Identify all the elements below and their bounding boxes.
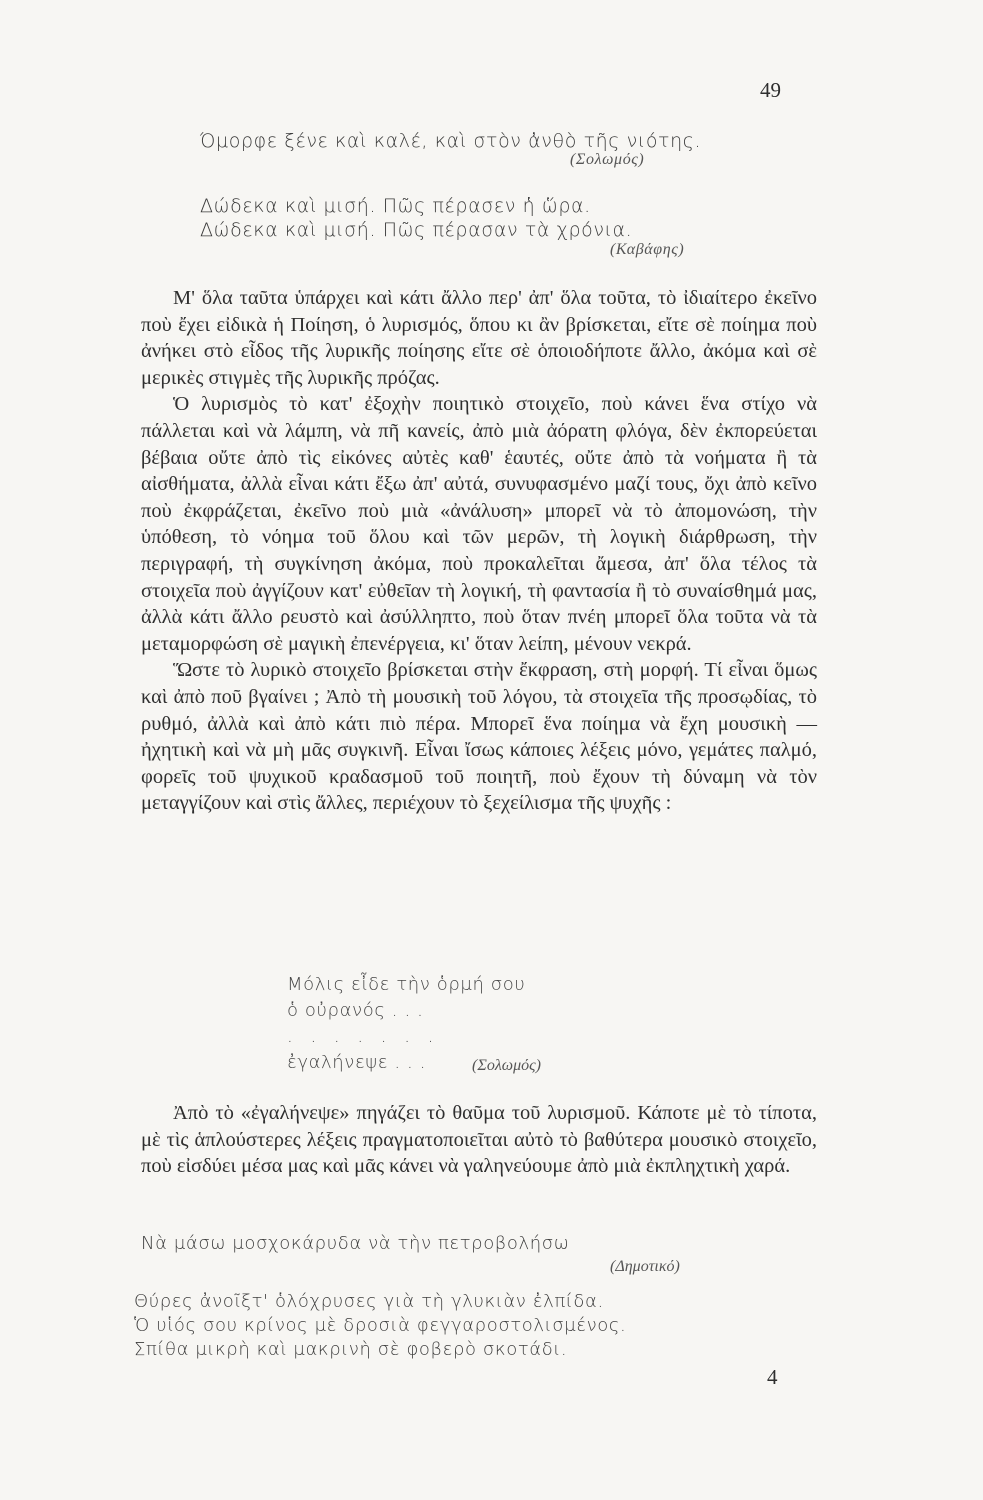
epigraph-attribution: (Καβάφης)	[610, 241, 685, 258]
epigraph-line: Όμορφε ξένε καὶ καλέ, καὶ στὸν ἀνθὸ τῆς νιότης.	[200, 130, 702, 152]
verse-line: Θύρες ἀνοῖξτ' ὁλόχρυσες γιὰ τὴ γλυκιὰν ἐλπίδα.	[134, 1291, 604, 1312]
poem-attribution: (Σολωμός)	[472, 1057, 541, 1074]
poem-line: ἐγαλήνεψε . . .	[287, 1052, 427, 1073]
paragraph: Ἀπὸ τὸ «ἐγαλήνεψε» πηγάζει τὸ θαῦμα τοῦ λυρισμοῦ. Κάποτε μὲ τὸ τίποτα, μὲ τὶς ἁπλούστερες λέξεις πραγματοποιεῖται αὐτὸ τὸ βαθύτερα μουσικὸ στοιχεῖο, ποὺ εἰσδύει μέσα μας καὶ μᾶς κάνει νὰ γαληνεύουμε ἀπὸ μιὰ ἐκπληχτικὴ χαρά.	[141, 1102, 817, 1178]
epigraph-attribution: (Σολωμός)	[570, 151, 645, 168]
signature-mark: 4	[767, 1365, 778, 1389]
epigraph-line: Δώδεκα καὶ μισή. Πῶς πέρασαν τὰ χρόνια.	[200, 219, 633, 241]
epigraph-solomos	[200, 128, 760, 169]
page-number: 49	[760, 78, 781, 102]
epigraph-kavafis	[200, 193, 760, 259]
poem-ellipsis-line: . . . . . . .	[287, 1026, 440, 1047]
paragraph: Μ' ὅλα ταῦτα ὑπάρχει καὶ κάτι ἄλλο περ' ἀπ' ὅλα τοῦτα, τὸ ἰδιαίτερο ἐκεῖνο ποὺ ἔχει εἰδικὰ ἡ Ποίηση, ὁ λυρισμός, ὅπου κι ἂν βρίσκεται, εἴτε σὲ ποίημα ποὺ ἀνήκει στὸ εἶδος τῆς λυρικῆς ποίησης εἴτε σὲ ὁποιοδήποτε ἄλλο, ἀκόμα καὶ σὲ μερικὲς στιγμὲς τῆς λυρικῆς πρόζας.	[141, 287, 817, 389]
body-text-main	[141, 285, 817, 817]
verse-line: Ὁ υἱός σου κρίνος μὲ δροσιὰ φεγγαροστολισμένος.	[134, 1315, 627, 1336]
paragraph: Ὥστε τὸ λυρικὸ στοιχεῖο βρίσκεται στὴν ἔκφραση, στὴ μορφή. Τί εἶναι ὅμως καὶ ἀπὸ ποῦ βγαίνει ; Ἀπὸ τὴ μουσικὴ τοῦ λόγου, τὰ στοιχεῖα τῆς προσῳδίας, τὸ ρυθμό, ἀλλὰ καὶ ἀπὸ κάτι πιὸ πέρα. Μπορεῖ ἕνα ποίημα νὰ ἔχη μουσικὴ — ἠχητικὴ καὶ νὰ μὴ μᾶς συγκινῆ. Εἶναι ἴσως κάποιες λέξεις μόνο, γεμάτες παλμό, φορεῖς τοῦ ψυχικοῦ κραδασμοῦ τοῦ ποιητῆ, ποὺ ἔχουν τὴ δύναμη νὰ τὸν μεταγγίζουν καὶ στὶς ἄλλες, περιέχουν τὸ ξεχείλισμα τῆς ψυχῆς :	[141, 659, 817, 815]
folk-song-attribution: (Δημοτικό)	[610, 1258, 680, 1275]
verse-quote-block	[134, 1290, 626, 1362]
paragraph: Ὁ λυρισμὸς τὸ κατ' ἐξοχὴν ποιητικὸ στοιχεῖο, ποὺ κάνει ἕνα στίχο νὰ πάλλεται καὶ νὰ λάμπη, νὰ πῆ κανείς, ἀπὸ μιὰ ἀόρατη φλόγα, δὲν ἐκπορεύεται βέβαια οὔτε ἀπὸ τὶς εἰκόνες αὐτὲς καθ' ἑαυτές, οὔτε ἀπὸ τὰ νοήματα ἢ τὰ αἰσθήματα, ἀλλὰ εἶναι κάτι ἔξω ἀπ' αὐτά, συνυφασμένο μαζί τους, ὄχι ἀπὸ κεῖνο ποὺ ἐκφράζεται, ἐκεῖνο ποὺ μιὰ «ἀνάλυση» μπορεῖ νὰ τὸ ἀπομονώση, τὴν ὑπόθεση, τὸ νόημα τοῦ ὅλου καὶ τῶν μερῶν, τὴ λογικὴ διάρθρωση, τὴν περιγραφή, τὴ συγκίνηση ἀκόμα, ποὺ προκαλεῖται ἄμεσα, ἀπ' ὅλα τέλος τὰ στοιχεῖα ποὺ ἀγγίζουν κατ' εὐθεῖαν τὴ λογική, τὴ φαντασία ἢ τὸ συναίσθημά μας, ἀλλὰ κάτι ἄλλο ρευστὸ καὶ ἀσύλληπτο, ποὺ ὅταν πνέη μπορεῖ ὅλα τοῦτα νὰ τὰ μεταμορφώση σὲ μαγικὴ ἐπενέργεια, κι' ὅταν λείπη, μένουν νεκρά.	[141, 393, 817, 655]
body-text-secondary	[141, 1100, 817, 1180]
epigraph-line: Δώδεκα καὶ μισή. Πῶς πέρασεν ἡ ὥρα.	[200, 195, 591, 217]
folk-song-quote: Νὰ μάσω μοσχοκάρυδα νὰ τὴν πετροβολήσω	[141, 1233, 570, 1254]
poem-line: Μόλις εἶδε τὴν ὁρμή σου	[287, 974, 526, 995]
verse-line: Σπίθα μικρὴ καὶ μακρινὴ σὲ φοβερὸ σκοτάδι.	[134, 1339, 568, 1360]
poem-line: ὁ οὐρανός . . .	[287, 1000, 424, 1021]
